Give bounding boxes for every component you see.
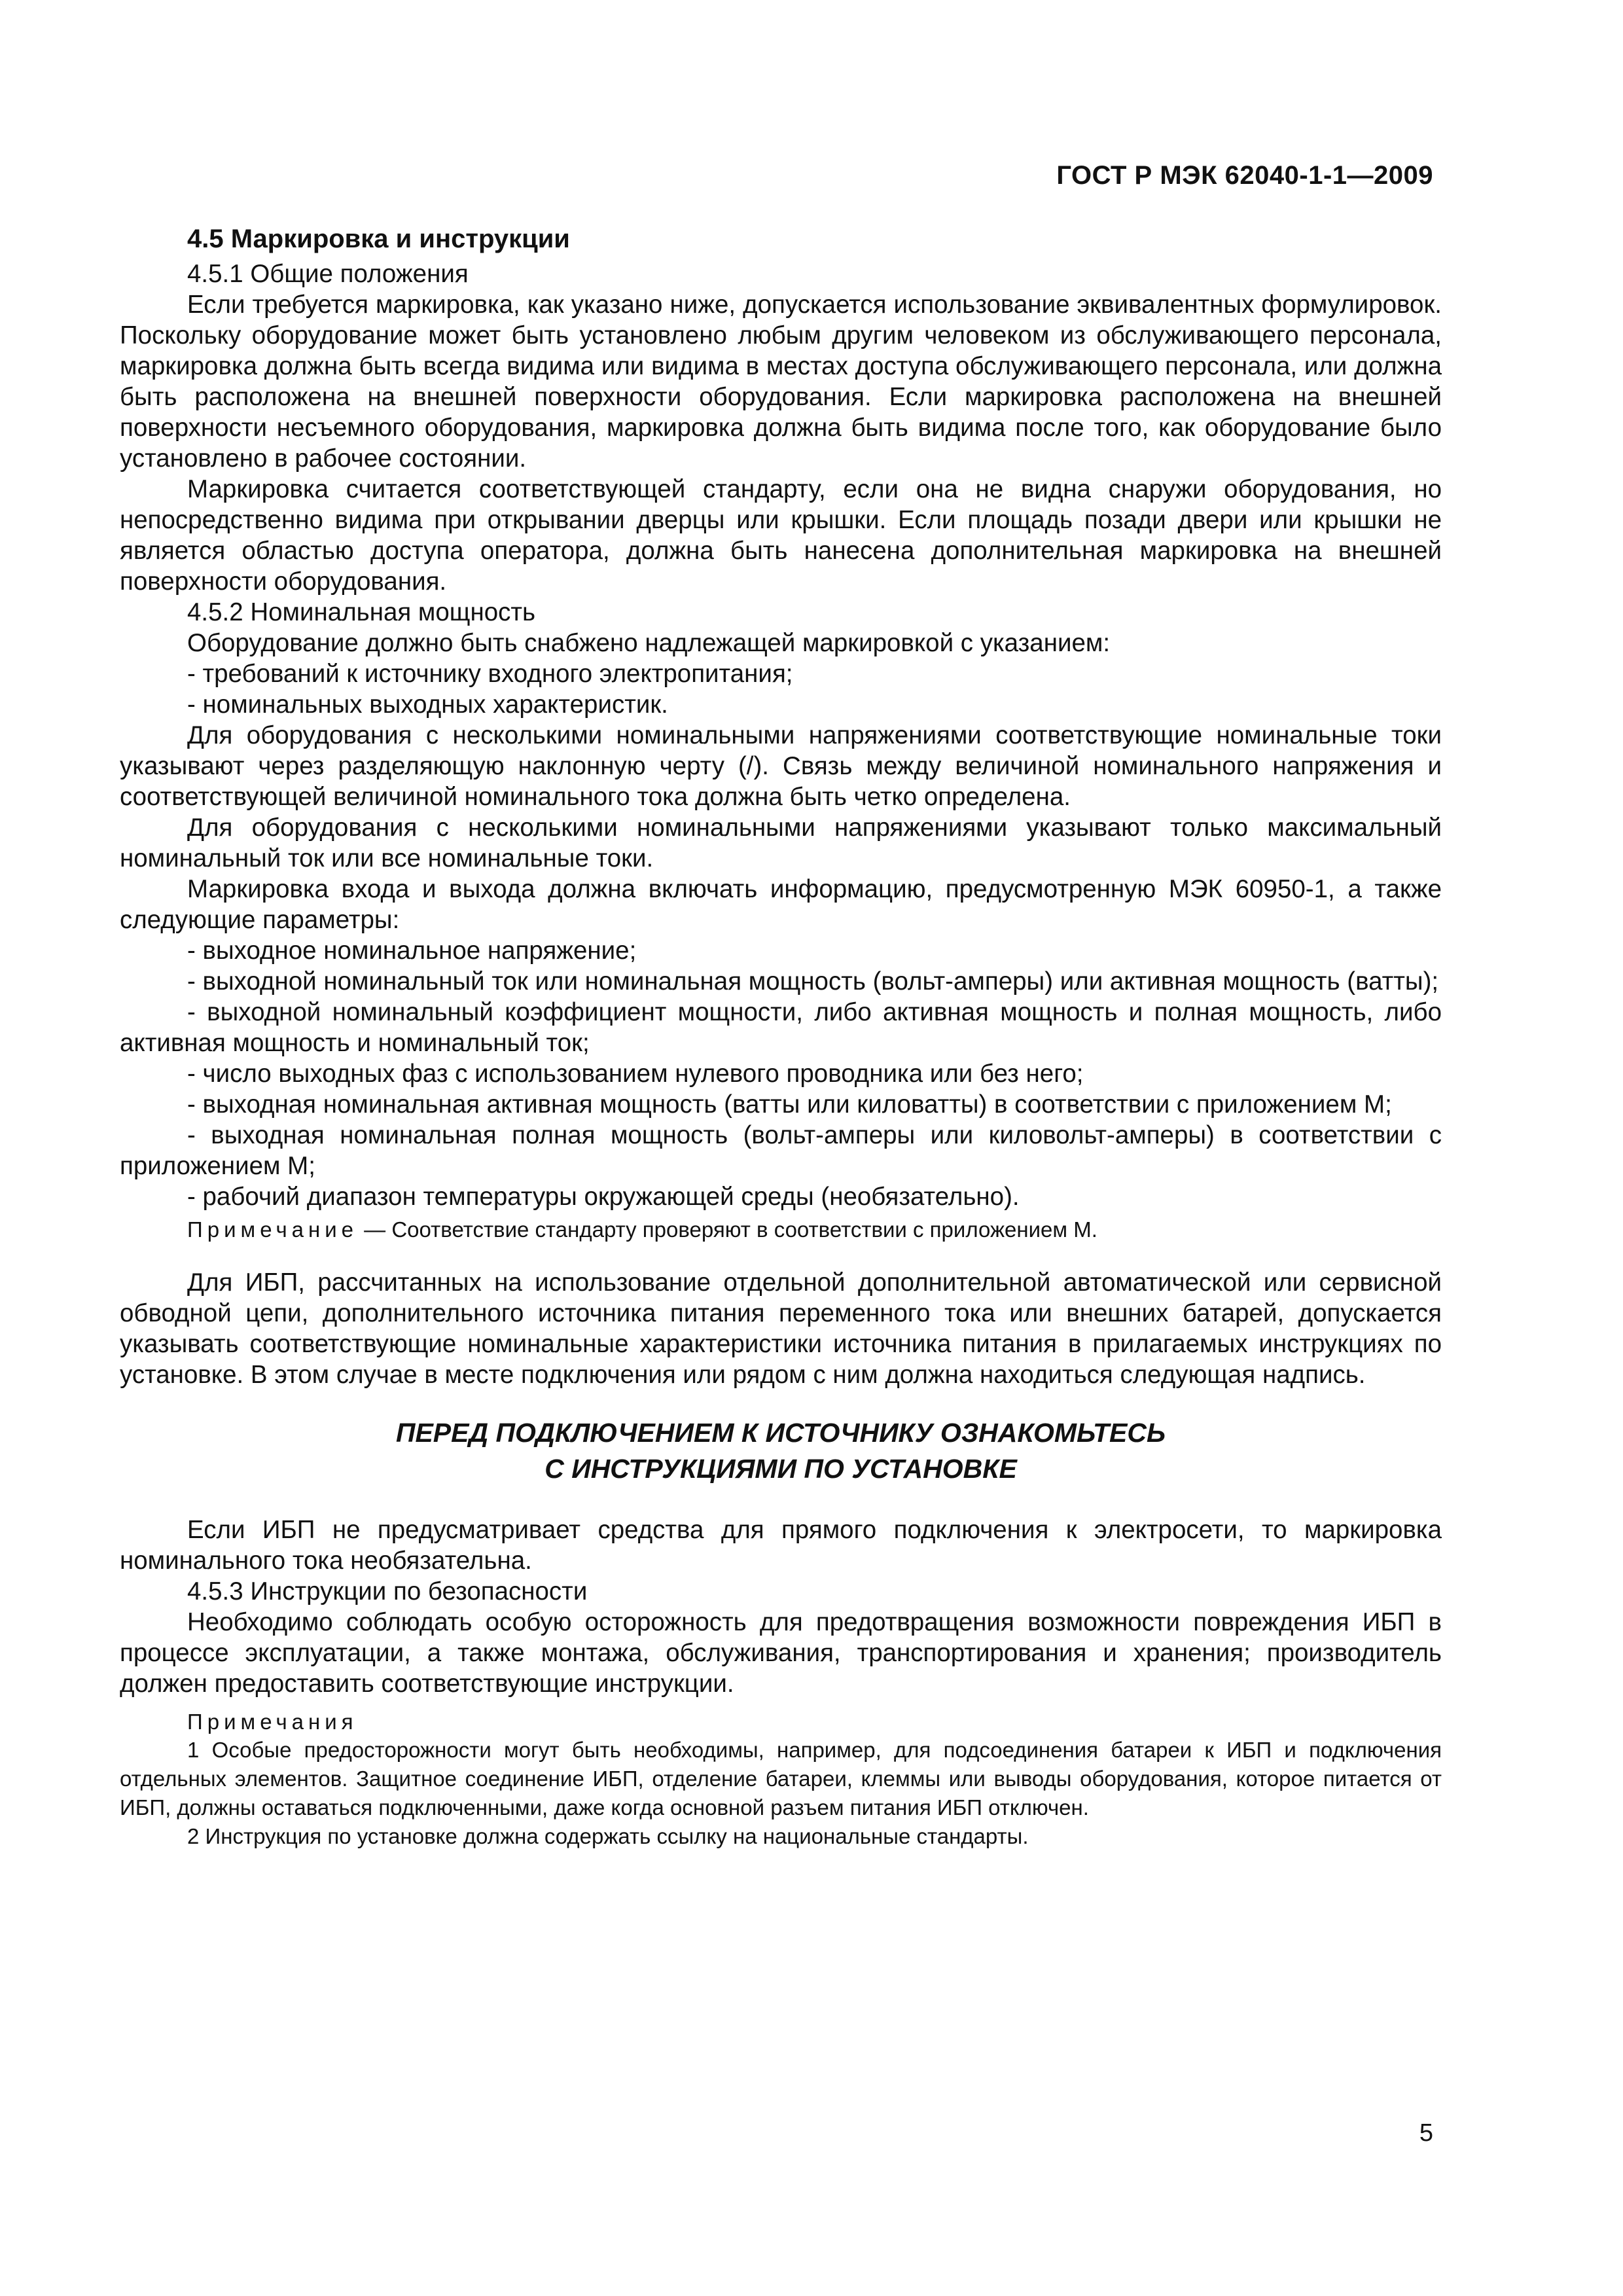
list-item: - выходное номинальное напряжение; xyxy=(187,937,637,965)
standard-header: ГОСТ Р МЭК 62040-1-1—2009 xyxy=(1056,161,1433,190)
document-body xyxy=(120,224,1442,1851)
paragraph: Необходимо соблюдать особую осторожность для предотвращения возможности повреждения ИБП в процессе эксплуатации, а также монтажа, обслуживания, транспортирования и хранения; производитель должен предоставить соответствующие инструкции. xyxy=(120,1608,1442,1698)
notes-title: Примечания xyxy=(187,1710,358,1734)
paragraph: Для оборудования с несколькими номинальными напряжениями указывают только максимальный номинальный ток или все номинальные токи. xyxy=(120,814,1442,872)
paragraph: Для оборудования с несколькими номинальными напряжениями соответствующие номинальные токи указывают через разделяющую наклонную черту (/). Связь между величиной номинального напряжения и соответствующей величиной номинального тока должна быть четко определена. xyxy=(120,721,1442,811)
warning-inscription xyxy=(120,1415,1442,1487)
paragraph: Если ИБП не предусматривает средства для прямого подключения к электросети, то маркировка номинального тока необязательна. xyxy=(120,1516,1442,1575)
paragraph: Маркировка считается соответствующей стандарту, если она не видна снаружи оборудования, но непосредственно видима при открывании дверцы или крышки. Если площадь позади двери или крышки не является областью доступа оператора, должна быть нанесена дополнительная маркировка на внешней поверхности оборудования. xyxy=(120,475,1442,596)
list-item: - выходная номинальная полная мощность (вольт-амперы или киловольт-амперы) в соответствии с приложением М; xyxy=(120,1121,1442,1180)
warning-line-2: С ИНСТРУКЦИЯМИ ПО УСТАНОВКЕ xyxy=(544,1454,1017,1484)
list-item: - число выходных фаз с использованием нулевого проводника или без него; xyxy=(187,1060,1084,1088)
note-text: — Соответствие стандарту проверяют в соответствии с приложением М. xyxy=(358,1217,1097,1242)
section-title: 4.5 Маркировка и инструкции xyxy=(187,224,570,253)
list-item: - выходной номинальный коэффициент мощности, либо активная мощность и полная мощность, либо активная мощность и номинальный ток; xyxy=(120,998,1442,1057)
note-item: 2 Инструкция по установке должна содержать ссылку на национальные стандарты. xyxy=(187,1824,1029,1848)
list-item: - номинальных выходных характеристик. xyxy=(187,691,668,719)
paragraph: Для ИБП, рассчитанных на использование отдельной дополнительной автоматической или сервисной обводной цепи, дополнительного источника питания переменного тока или внешних батарей, допускается указывать соответствующие номинальные характеристики источника питания в прилагаемых инструкциях по установке. В этом случае в месте подключения или рядом с ним должна находиться следующая надпись. xyxy=(120,1268,1442,1389)
paragraph: Маркировка входа и выхода должна включать информацию, предусмотренную МЭК 60950-1, а также следующие параметры: xyxy=(120,875,1442,934)
note-label: Примечание xyxy=(187,1217,359,1242)
subsection-title-4-5-3: 4.5.3 Инструкции по безопасности xyxy=(187,1577,588,1605)
subsection-title-4-5-2: 4.5.2 Номинальная мощность xyxy=(187,598,536,626)
subsection-title-4-5-1: 4.5.1 Общие положения xyxy=(187,260,469,288)
list-item: - требований к источнику входного электропитания; xyxy=(187,660,793,688)
list-item: - выходной номинальный ток или номинальная мощность (вольт-амперы) или активная мощность (ватты); xyxy=(187,967,1439,996)
paragraph: Если требуется маркировка, как указано ниже, допускается использование эквивалентных формулировок. Поскольку оборудование может быть установлено любым другим человеком из обслуживающего персонала, маркировка должна быть всегда видима или видима в местах доступа обслуживающего персонала, или должна быть расположена на внешней поверхности оборудования. Если маркировка расположена на внешней поверхности несъемного оборудования, маркировка должна быть видима после того, как оборудование было установлено в рабочее состоянии. xyxy=(120,291,1442,473)
paragraph: Оборудование должно быть снабжено надлежащей маркировкой с указанием: xyxy=(187,629,1111,657)
note-item: 1 Особые предосторожности могут быть необходимы, например, для подсоединения батареи к ИБП и подключения отдельных элементов. Защитное соединение ИБП, отделение батареи, клеммы или выводы оборудования, которое питается от ИБП, должны оставаться подключенными, даже когда основной разъем питания ИБП отключен. xyxy=(120,1738,1442,1820)
page-number: 5 xyxy=(1419,2119,1433,2147)
list-item: - рабочий диапазон температуры окружающей среды (необязательно). xyxy=(187,1183,1020,1211)
warning-line-1: ПЕРЕД ПОДКЛЮЧЕНИЕМ К ИСТОЧНИКУ ОЗНАКОМЬТЕСЬ xyxy=(395,1418,1166,1448)
note xyxy=(120,1216,1442,1244)
list-item: - выходная номинальная активная мощность (ватты или киловатты) в соответствии с приложением М; xyxy=(187,1090,1392,1119)
